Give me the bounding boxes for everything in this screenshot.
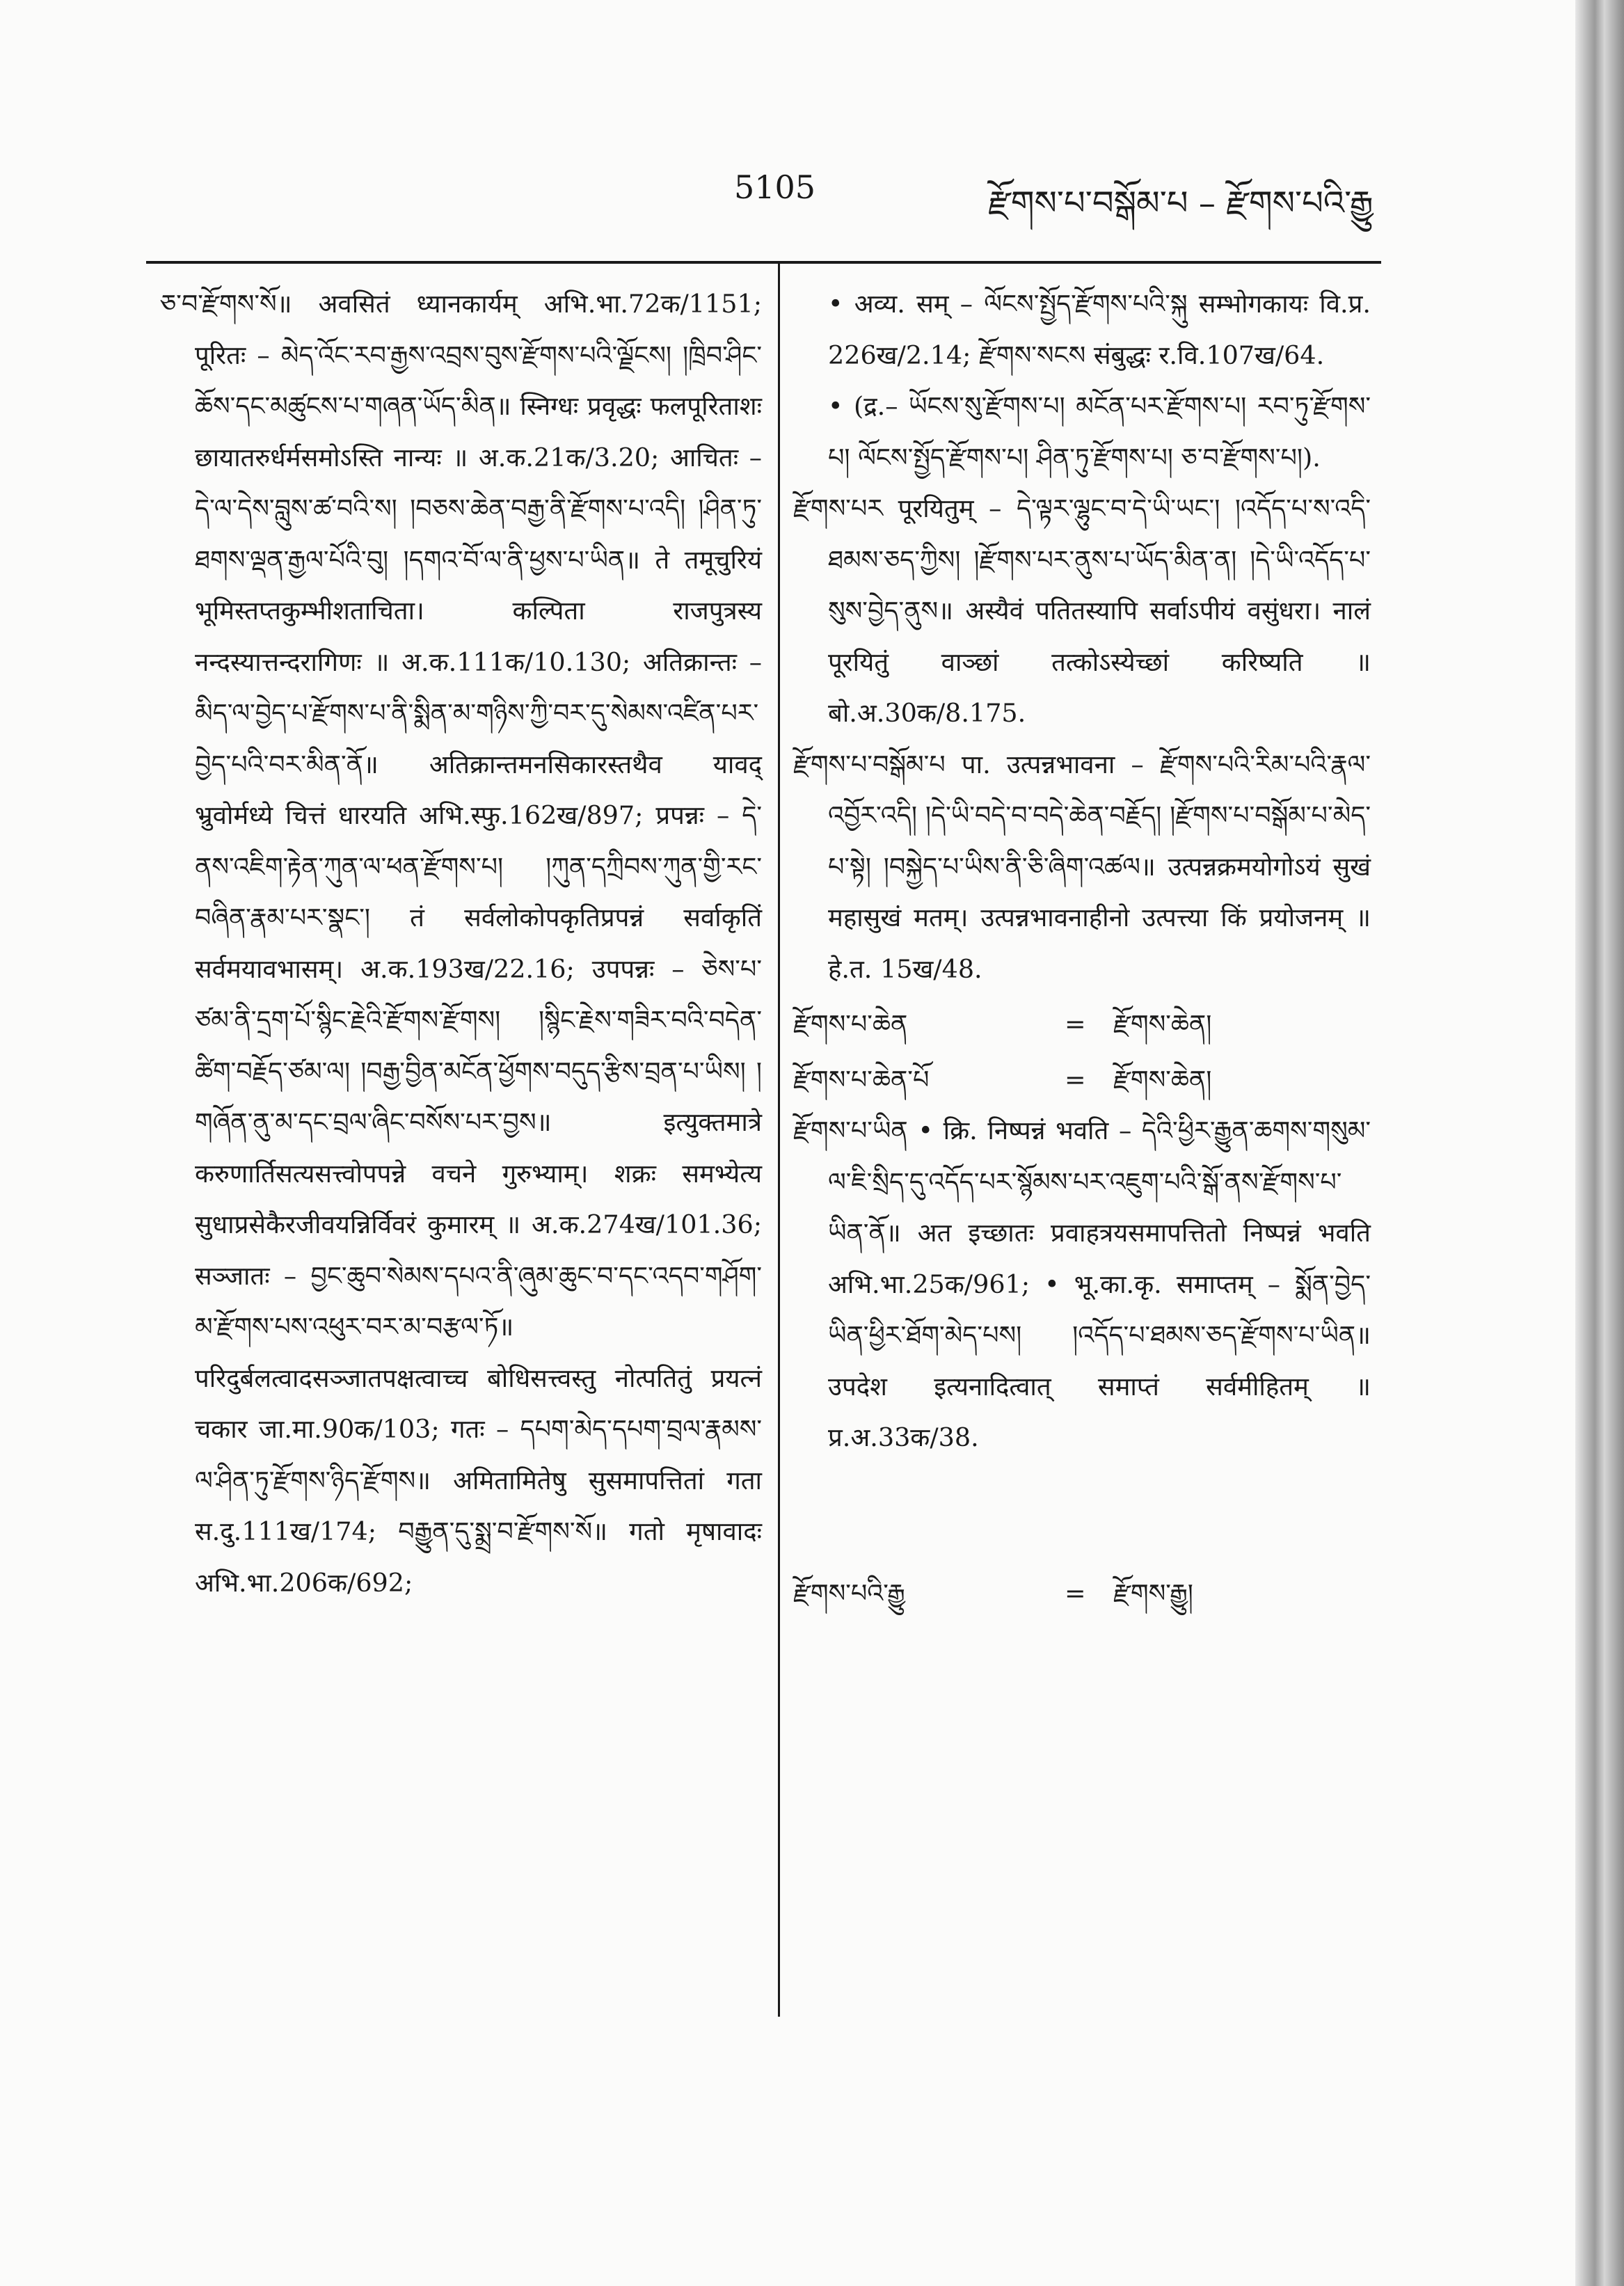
equals-sign: = [1065,1578,1086,1608]
column-divider [778,263,780,2017]
running-header: རྫོགས་པ་བསྒོམ་པ – རྫོགས་པའི་རྒྱུ [988,184,1374,223]
equivalence-row [793,1054,1371,1106]
header-rule [146,261,1381,264]
cross-reference: རྫོགས་ཆེན། [1113,1064,1212,1095]
entry-paragraph: རྫོགས་པ་ཡིན • क्रि. निष्पन्नं भवति – དེའི་ཕྱིར་རྒྱུན་ཆགས་གསུམ་ལ་ཇི་སྲིད་དུ་འདོད་པར་སྙོམས་པར་འཇུག་པའི་སྒོ་ནས་རྫོགས་པ་ཡིན་ནོ॥ अत इच्छातः प्रवाहत्रयसमापत्तितो निष्पन्नं भवति अभि.भा.25क/961; • भू.का.कृ. समाप्तम् – སྨོན་བྱེད་ཡིན་ཕྱིར་ཐོག་མེད་པས། །འདོད་པ་ཐམས་ཅད་རྫོགས་པ་ཡིན॥ उपदेश इत्यनादित्वात् समाप्तं सर्वमीहितम् ॥ प्र.अ.33क/38. [793,1116,1371,1452]
equals-sign: = [1065,1009,1086,1039]
binding-edge-shadow [1575,0,1624,2286]
page-number: 5105 [734,168,816,206]
headword: རྫོགས་པ་ཆེན [793,1009,908,1039]
entry-paragraph: རྫོགས་པར पूरयितुम् – དེ་ལྟར་ལྷུང་བ་དེ་ཡི་ཡང༌། །འདོད་པ་ས་འདི་ཐམས་ཅད་ཀྱིས། །རྫོགས་པར་ནུས་པ་ཡོད་མིན་ན། །དེ་ཡི་འདོད་པ་སུས་བྱེད་ནུས॥ अस्यैवं पतितस्यापि सर्वाऽपीयं वसुंधरा। नालं पूरयितुं वाञ्छां तत्कोऽस्येच्छां करिष्यति ॥ बो.अ.30क/8.175. [793,493,1371,728]
entry-paragraph: རྫོགས་པ་བསྒོམ་པ पा. उत्पन्नभावना – རྫོགས་པའི་རིམ་པའི་རྣལ་འབྱོར་འདི། །དེ་ཡི་བདེ་བ་བདེ་ཆེན་བརྗོད། །རྫོགས་པ་བསྒོམ་པ་མེད་པ་སྟེ། །བསྐྱེད་པ་ཡིས་ནི་ཅི་ཞིག་འཚལ॥ उत्पन्नक्रमयोगोऽयं सुखं महासुखं मतम्। उत्पन्नभावनाहीनो उत्पत्त्या किं प्रयोजनम् ॥ हे.त. 15ख/48. [793,749,1371,984]
entry-paragraph: • (द्र.– ཡོངས་སུ་རྫོགས་པ། མངོན་པར་རྫོགས་པ། རབ་ཏུ་རྫོགས་པ། ལོངས་སྤྱོད་རྫོགས་པ། ཤིན་ཏུ་རྫོགས་པ། ཅ་བ་རྫོགས་པ།). [828,391,1371,473]
equivalence-row [793,1568,1371,1619]
equivalence-row [793,999,1371,1050]
equals-sign: = [1065,1064,1086,1095]
entry-paragraph: • अव्य. सम् – ལོངས་སྤྱོད་རྫོགས་པའི་སྐུ सम्भोगकायः वि.प्र. 226ख/2.14; རྫོགས་སངས संबुद्धः र.वि.107ख/64. [828,289,1371,370]
headword: རྫོགས་པ་ཆེན་པོ [793,1064,930,1095]
cross-reference: རྫོགས་རྒྱུ། [1113,1578,1193,1608]
left-column [160,278,762,1608]
cross-reference: རྫོགས་ཆེན། [1113,1009,1212,1039]
headword: རྫོགས་པའི་རྒྱུ [793,1578,905,1608]
right-column [793,278,1371,1619]
entry-paragraph: ཅ་བ་རྫོགས་སོ॥ अवसितं ध्यानकार्यम् अभि.भा.72क/1151; पूरितः – མེད་འོང་རབ་རྒྱས་འབྲས་བུས་རྫོགས་པའི་ལྗོངས། །ཁྲིབ་ཤིང་ཆོས་དང་མཚུངས་པ་གཞན་ཡོད་མིན॥ स्निग्धः प्रवृद्धः फलपूरिताशः छायातरुर्धर्मसमोऽस्ति नान्यः ॥ अ.क.21क/3.20; आचितः – དེ་ལ་དེས་བླུས་ཚ་བའི་ས། །བཅས་ཆེན་བརྒྱ་ནི་རྫོགས་པ་འདི། །ཤིན་ཏུ་ཐགས་ལྡན་རྒྱལ་པོའི་བུ། །དགའ་བོ་ལ་ནི་ཕྱས་པ་ཡིན॥ ते तमूचुरियं भूमिस्तप्तकुम्भीशताचिता। कल्पिता राजपुत्रस्य नन्दस्यात्तन्दरागिणः ॥ अ.क.111क/10.130; अतिक्रान्तः – མིད་ལ་བྱེད་པ་རྫོགས་པ་ནི་སྨིན་མ་གཉིས་ཀྱི་བར་དུ་སེམས་འཛིན་པར་བྱེད་པའི་བར་མིན་ནོ॥ अतिक्रान्तमनसिकारस्तथैव यावद् भ्रुवोर्मध्ये चित्तं धारयति अभि.स्फु.162ख/897; प्रपन्नः – དེ་ནས་འཇིག་རྟེན་ཀུན་ལ་ཕན་རྫོགས་པ། །ཀུན་དཀྲིབས་ཀུན་གྱི་རང་བཞིན་རྣམ་པར་སྣང༌། तं सर्वलोकोपकृतिप्रपन्नं सर्वाकृतिं सर्वमयावभासम्। अ.क.193ख/22.16; उपपन्नः – ཅེས་པ་ཙམ་ནི་དྲག་པོ་སྙིང་རྗེའི་རྫོགས་རྫོགས། །སྙིང་རྗེས་གཟིར་བའི་བདེན་ཚིག་བརྗོད་ཙམ་ལ། །བརྒྱ་བྱིན་མངོན་ཕྱོགས་བདུད་རྩིས་བྲན་པ་ཡིས། །གཞོན་ནུ་མ་དང་བྲལ་ཞིང་བསོས་པར་བྱས॥ इत्युक्तमात्रे करुणार्तिसत्यसत्त्वोपपन्ने वचने गुरुभ्याम्। शक्रः समभ्येत्य सुधाप्रसेकैरजीवयन्निर्विवरं कुमारम् ॥ अ.क.274ख/101.36; सञ्जातः – བྱང་ཆུབ་སེམས་དཔའ་ནི་ཞུམ་ཆུང་བ་དང་འདབ་གཤོག་མ་རྫོགས་པས་འཕུར་བར་མ་བརྩལ་ཏོ॥ परिदुर्बलत्वादसञ्जातपक्षत्वाच्च बोधिसत्त्वस्तु नोत्पतितुं प्रयत्नं चकार जा.मा.90क/103; गतः – དཔག་མེད་དཔག་བྲལ་རྣམས་ལ་ཤིན་ཏུ་རྫོགས་ཉིད་རྫོགས॥ अमितामितेषु सुसमापत्तितां गता स.दु.111ख/174; བརྒྱུན་དུ་སྨྲ་བ་རྫོགས་སོ॥ गतो मृषावादः अभि.भा.206क/692; [160,289,762,1598]
